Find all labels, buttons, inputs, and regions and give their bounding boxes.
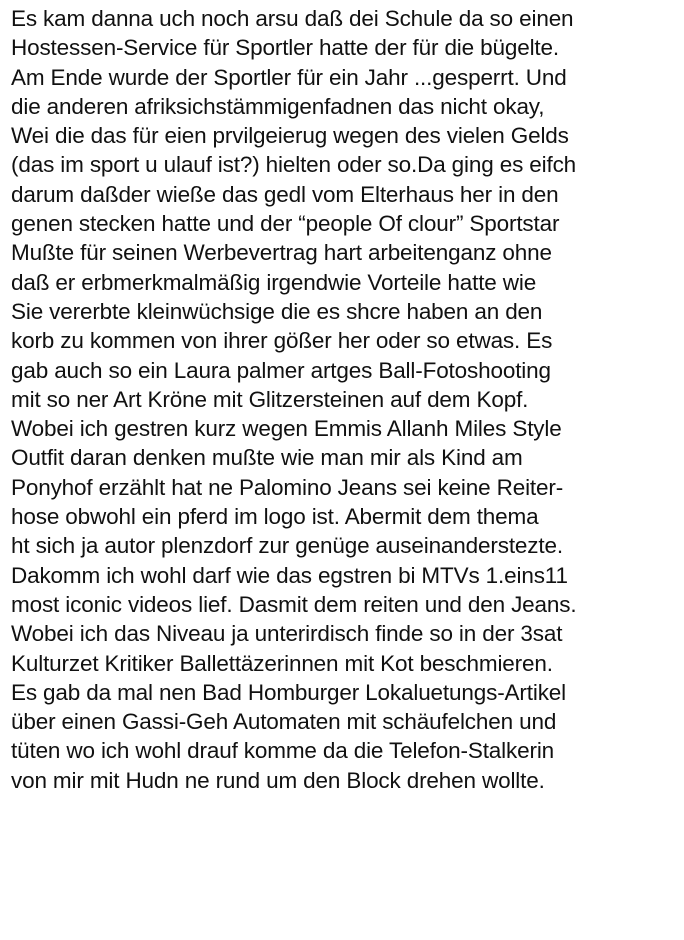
text-line-4: die anderen afriksichstämmigenfadnen das nicht okay, (11, 93, 545, 119)
text-line-5: Wei die das für eien prvilgeierug wegen des vielen Gelds (11, 123, 569, 149)
text-line-3: Am Ende wurde der Sportler für ein Jahr ...gesperrt. Und (11, 64, 567, 90)
text-line-22: Wobei ich das Niveau ja unterirdisch finde so in der 3sat (11, 621, 563, 647)
text-line-1: Es kam danna uch noch arsu daß dei Schule da so einen (11, 6, 574, 31)
text-line-2: Hostessen-Service für Sportler hatte der für die bügelte. (11, 35, 559, 61)
text-line-12: korb zu kommen von ihrer gößer her oder so etwas. Es (11, 328, 553, 354)
text-line-16: Outfit daran denken mußte wie man mir als Kind am (11, 445, 523, 471)
body-text (11, 4, 681, 795)
text-line-9: Mußte für seinen Werbevertrag hart arbeitenganz ohne (11, 240, 552, 266)
text-line-25: über einen Gassi-Geh Automaten mit schäufelchen und (11, 709, 557, 735)
text-line-27: von mir mit Hudn ne rund um den Block drehen wollte. (11, 767, 545, 793)
text-line-11: Sie vererbte kleinwüchsige die es shcre haben an den (11, 298, 543, 324)
text-line-18: hose obwohl ein pferd im logo ist. Abermit dem thema (11, 504, 539, 530)
text-line-10: daß er erbmerkmalmäßig irgendwie Vorteile hatte wie (11, 269, 537, 295)
text-line-13: gab auch so ein Laura palmer artges Ball-Fotoshooting (11, 357, 551, 383)
text-line-26: tüten wo ich wohl drauf komme da die Telefon-Stalkerin (11, 738, 555, 764)
text-line-8: genen stecken hatte und der “people Of clour” Sportstar (11, 211, 560, 237)
text-line-19: ht sich ja autor plenzdorf zur genüge auseinanderstezte. (11, 533, 563, 559)
text-line-14: mit so ner Art Kröne mit Glitzersteinen auf dem Kopf. (11, 386, 529, 412)
text-line-7: darum daßder wieße das gedl vom Elterhaus her in den (11, 181, 559, 207)
text-line-20: Dakomm ich wohl darf wie das egstren bi MTVs 1.eins11 (11, 562, 568, 588)
text-line-17: Ponyhof erzählt hat ne Palomino Jeans sei keine Reiter- (11, 474, 564, 500)
text-line-21: most iconic videos lief. Dasmit dem reiten und den Jeans. (11, 591, 577, 617)
text-line-6: (das im sport u ulauf ist?) hielten oder so.Da ging es eifch (11, 152, 577, 178)
text-line-15: Wobei ich gestren kurz wegen Emmis Allanh Miles Style (11, 416, 562, 442)
text-line-24: Es gab da mal nen Bad Homburger Lokaluetungs-Artikel (11, 679, 567, 705)
text-line-23: Kulturzet Kritiker Ballettäzerinnen mit Kot beschmieren. (11, 650, 553, 676)
